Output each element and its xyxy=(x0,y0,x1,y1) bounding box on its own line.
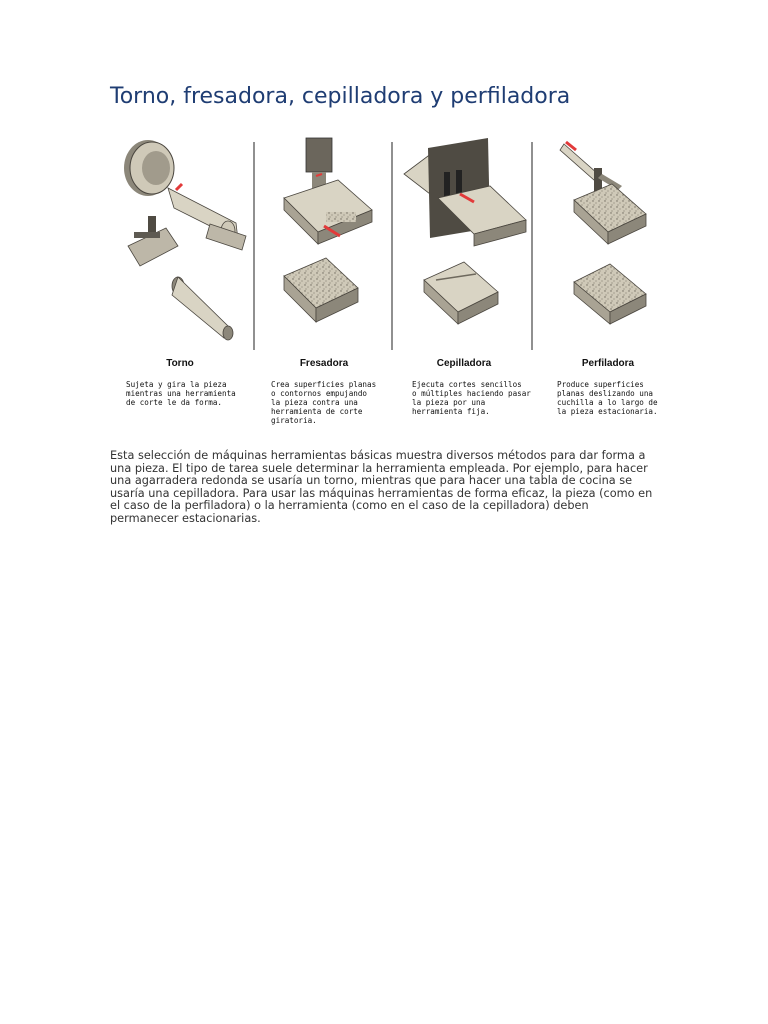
desc-line: Ejecuta cortes sencillos xyxy=(412,380,522,389)
heading-fresadora: Fresadora xyxy=(299,358,349,369)
machine-illustrations xyxy=(118,128,658,353)
desc-line: Crea superficies planas xyxy=(271,380,377,389)
desc-cepilladora xyxy=(412,380,542,416)
desc-line: la pieza contra una xyxy=(271,398,358,407)
desc-torno xyxy=(126,380,256,407)
desc-line: herramienta fija. xyxy=(412,407,490,416)
desc-perfiladora xyxy=(557,380,687,416)
desc-line: Produce superficies xyxy=(557,380,644,389)
desc-line: herramienta de corte xyxy=(271,407,363,416)
planer-illustration xyxy=(404,138,526,324)
lathe-illustration xyxy=(124,140,246,340)
desc-fresadora xyxy=(271,380,401,425)
heading-cepilladora: Cepilladora xyxy=(436,358,492,369)
desc-line: o contornos empujando xyxy=(271,389,368,398)
heading-perfiladora: Perfiladora xyxy=(581,358,635,369)
body-paragraph: Esta selección de máquinas herramientas básicas muestra diversos métodos para dar forma a una pieza. El tipo de tarea suele determinar la herramienta empleada. Por ejemplo, para hacer una agarradera redonda se usaría un torno, mientras que para hacer una tabla de cocina se usaría una cepilladora. Para usar las máquinas herramientas de forma eficaz, la pieza (como en el caso de la perfiladora) o la herramienta (como en el caso de la cepilladora) deben permanecer estacionarias. xyxy=(110,449,653,525)
desc-line: la pieza estacionaria. xyxy=(557,407,658,416)
desc-line: Sujeta y gira la pieza xyxy=(126,380,227,389)
desc-line: mientras una herramienta xyxy=(126,389,236,398)
milling-illustration xyxy=(284,138,372,322)
desc-line: la pieza por una xyxy=(412,398,486,407)
machine-tools-figure xyxy=(118,128,658,438)
desc-line: de corte le da forma. xyxy=(126,398,223,407)
heading-torno: Torno xyxy=(166,358,194,369)
page-title: Torno, fresadora, cepilladora y perfiladora xyxy=(110,84,571,109)
desc-line: giratoria. xyxy=(271,416,317,425)
desc-line: planas deslizando una xyxy=(557,389,654,398)
shaper-illustration xyxy=(560,142,646,324)
desc-line: cuchilla a lo largo de xyxy=(557,398,658,407)
desc-line: o múltiples haciendo pasar xyxy=(412,389,531,398)
